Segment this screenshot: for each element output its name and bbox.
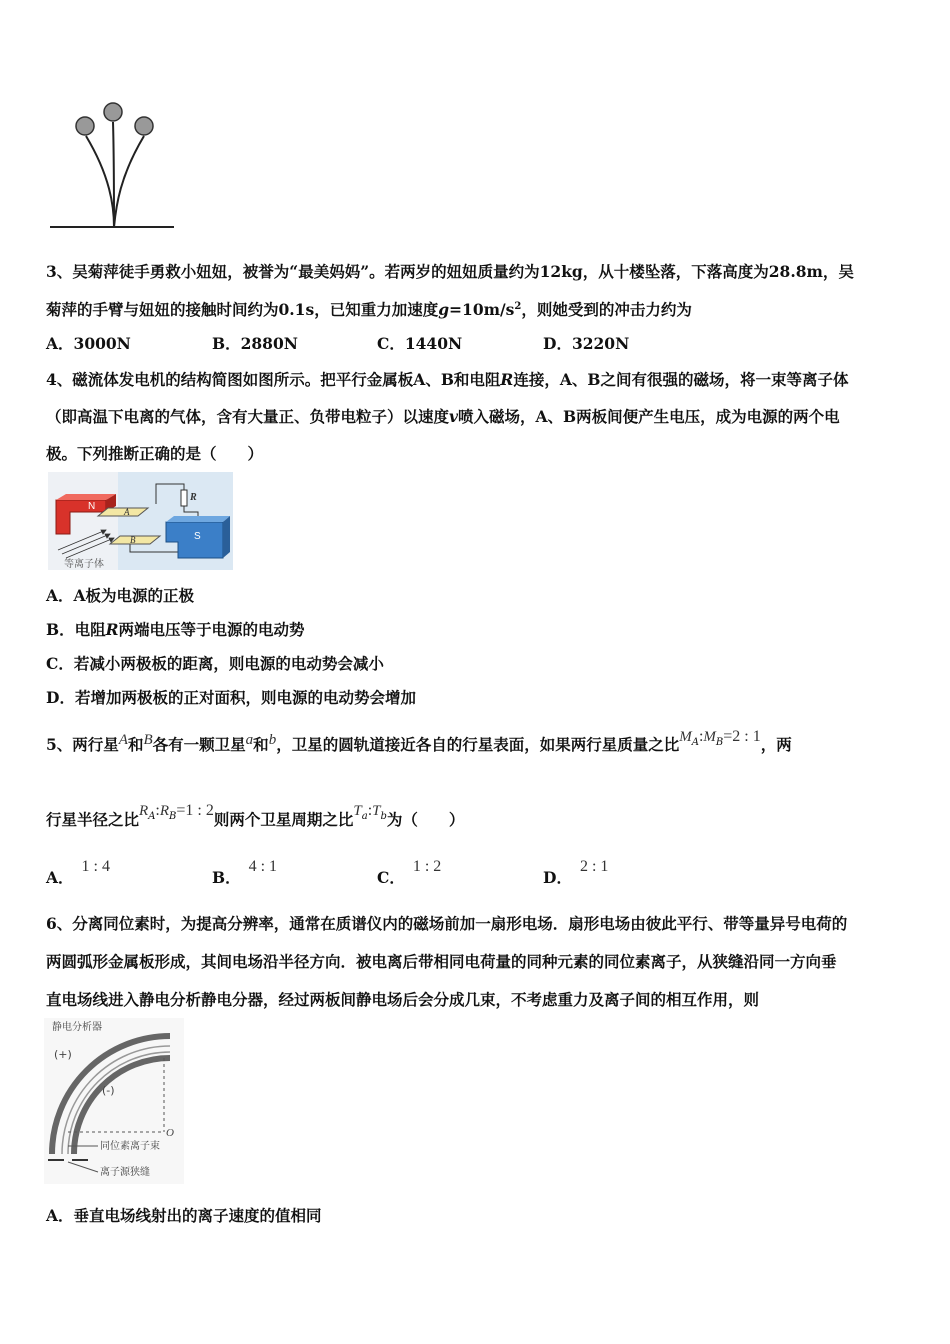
q3-option-d[interactable]: D．3220N <box>543 334 630 353</box>
south-pole-label: S <box>194 531 201 542</box>
slit-label: 离子源狭缝 <box>100 1167 150 1178</box>
q5-option-d[interactable]: D．2 : 1 <box>543 858 609 887</box>
three-ball-springs-figure <box>44 96 179 232</box>
q4-option-b[interactable]: B．电阻R两端电压等于电源的电动势 <box>46 620 305 639</box>
q4-option-d[interactable]: D．若增加两极板的正对面积，则电源的电动势会增加 <box>46 688 416 707</box>
q3-line1: 3、吴菊萍徒手勇救小妞妞，被誉为“最美妈妈”。若两岁的妞妞质量约为12kg，从十楼坠落，下落高度为28.8m，吴 <box>46 262 854 281</box>
plasma-label: 等离子体 <box>64 559 104 570</box>
electrostatic-analyzer-figure <box>44 1018 184 1184</box>
plate-b-label: B <box>130 535 136 545</box>
q6-line2: 两圆弧形金属板形成，其间电场沿半径方向．被电离后带相同电荷量的同种元素的同位素离子，从狭缝沿同一方向垂 <box>46 952 837 971</box>
q5-line2: 行星半径之比$R_A:R_B=1$ : 2则两个卫星周期之比$T_a:T_b$为（ ） <box>46 802 465 829</box>
q3-option-a[interactable]: A．3000N <box>46 334 131 353</box>
q3-option-c[interactable]: C．1440N <box>377 334 463 353</box>
q4-line2: （即高温下电离的气体，含有大量正、负带电粒子）以速度v喷入磁场，A、B两板间便产生电压，成为电源的两个电 <box>46 407 840 426</box>
mhd-generator-figure <box>48 472 233 570</box>
q5-option-b[interactable]: B．4 : 1 <box>212 858 278 887</box>
q5-option-c[interactable]: C．1 : 2 <box>377 858 442 887</box>
q3-line2: 菊萍的手臂与妞妞的接触时间约为0.1s，已知重力加速度$g=10m/s^2$，则她受到的冲击力约为 <box>46 300 692 319</box>
q6-option-a[interactable]: A．垂直电场线射出的离子速度的值相同 <box>46 1206 322 1225</box>
plus-label: (+) <box>54 1048 72 1061</box>
q4-option-c[interactable]: C．若减小两极板的距离，则电源的电动势会减小 <box>46 654 384 673</box>
q4-line3: 极。下列推断正确的是（ ） <box>46 444 264 463</box>
analyzer-title: 静电分析器 <box>52 1022 102 1033</box>
q5-line1: 5、两行星A和B各有一颗卫星a和b，卫星的圆轨道接近各自的行星表面，如果两行星质量之比$M_A:M_B=2$ : 1，两 <box>46 728 792 754</box>
q6-line1: 6、分离同位素时，为提高分辨率，通常在质谱仪内的磁场前加一扇形电场．扇形电场由彼此平行、带等量异号电荷的 <box>46 914 848 933</box>
beam-label: 同位素离子束 <box>100 1141 160 1152</box>
center-o-label: O <box>166 1127 174 1139</box>
minus-label: (-) <box>102 1084 115 1097</box>
q3-option-b[interactable]: B．2880N <box>212 334 298 353</box>
plate-a-label: A <box>124 507 130 517</box>
resistor-label: R <box>190 492 197 503</box>
q4-option-a[interactable]: A．A板为电源的正极 <box>46 586 195 605</box>
q4-line1: 4、磁流体发电机的结构简图如图所示。把平行金属板A、B和电阻R连接，A、B之间有很强的磁场，将一束等离子体 <box>46 370 849 389</box>
q5-option-a[interactable]: A．1 : 4 <box>46 858 110 887</box>
q6-line3: 直电场线进入静电分析静电分器，经过两板间静电场后会分成几束，不考虑重力及离子间的相互作用，则 <box>46 990 760 1009</box>
north-pole-label: N <box>88 501 96 512</box>
